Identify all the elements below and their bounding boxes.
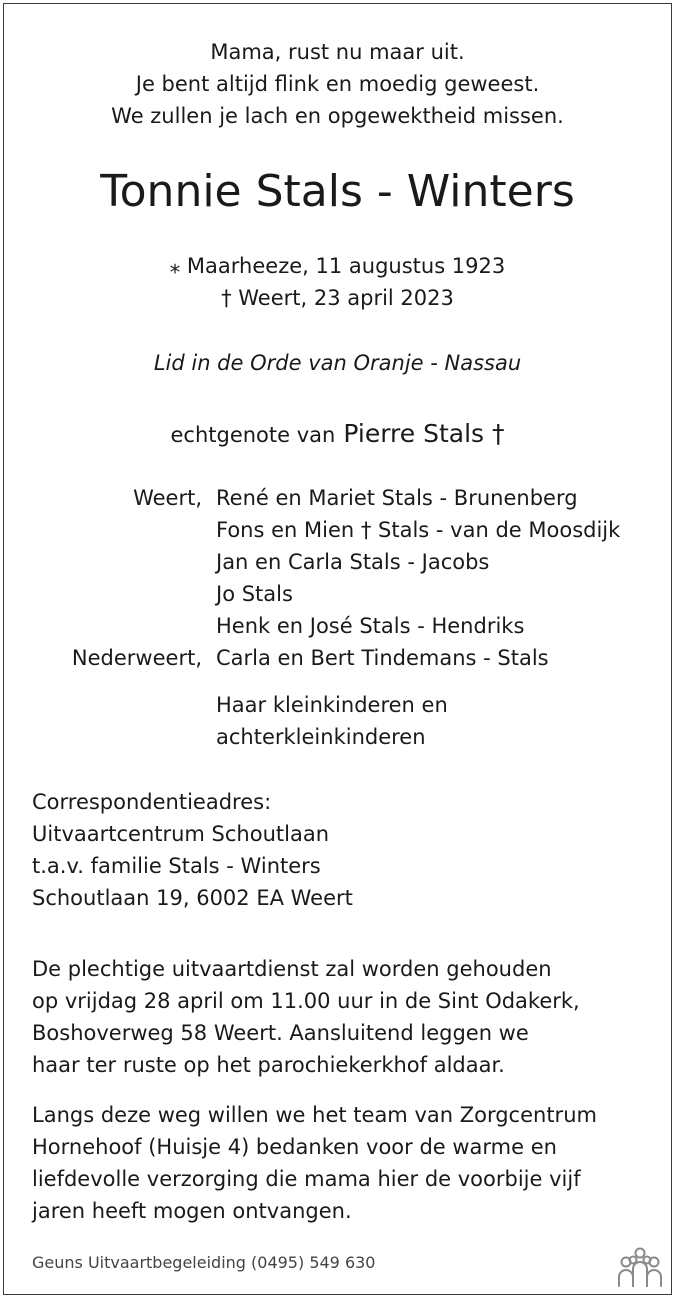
birth-line: ⁎ Maarheeze, 11 augustus 1923 — [169, 254, 506, 278]
relative-names: Carla en Bert Tindemans - Stals — [216, 646, 549, 670]
thanks-line: Hornehoof (Huisje 4) bedanken voor de warme en — [32, 1135, 557, 1159]
deceased-name: Tonnie Stals - Winters — [100, 166, 575, 217]
relative-row — [4, 482, 671, 514]
grandchildren-line: Haar kleinkinderen en — [216, 693, 448, 717]
relative-names: Jo Stals — [216, 582, 293, 606]
service-line: De plechtige uitvaartdienst zal worden gehouden — [32, 957, 552, 981]
address-line: Uitvaartcentrum Schoutlaan — [32, 822, 330, 846]
thanks-line: jaren heeft mogen ontvangen. — [32, 1199, 352, 1223]
relatives-list — [4, 482, 671, 674]
service-line: haar ter ruste op het parochiekerkhof aldaar. — [32, 1053, 505, 1077]
poem-line: Je bent altijd flink en moedig geweest. — [135, 72, 540, 96]
family-people-icon — [616, 1244, 664, 1288]
relative-names: René en Mariet Stals - Brunenberg — [216, 486, 578, 510]
grandchildren-line: achterkleinkinderen — [216, 725, 426, 749]
poem-line: Mama, rust nu maar uit. — [210, 40, 465, 64]
spouse-prefix: echtgenote van — [170, 423, 336, 447]
service-line: op vrijdag 28 april om 11.00 uur in de Sint Odakerk, — [32, 989, 580, 1013]
relative-place: Weert, — [133, 486, 202, 510]
relative-row — [4, 546, 671, 578]
relative-row — [4, 578, 671, 610]
poem-line: We zullen je lach en opgewektheid missen. — [111, 104, 564, 128]
relative-names: Jan en Carla Stals - Jacobs — [216, 550, 490, 574]
funeral-director-footer: Geuns Uitvaartbegeleiding (0495) 549 630 — [32, 1253, 376, 1272]
thanks-text — [32, 1099, 597, 1227]
address-line: Correspondentieadres: — [32, 790, 272, 814]
death-line: † Weert, 23 april 2023 — [221, 286, 454, 310]
relative-row — [4, 514, 671, 546]
life-dates — [4, 250, 671, 314]
relative-names: Fons en Mien † Stals - van de Moosdijk — [216, 518, 621, 542]
thanks-line: Langs deze weg willen we het team van Zorgcentrum — [32, 1103, 597, 1127]
obituary-card — [3, 3, 672, 1295]
grandchildren — [216, 689, 448, 753]
relative-names: Henk en José Stals - Hendriks — [216, 614, 525, 638]
spouse-name: Pierre Stals † — [343, 419, 505, 448]
address-line: t.a.v. familie Stals - Winters — [32, 854, 321, 878]
funeral-service-text — [32, 953, 580, 1081]
relative-row — [4, 610, 671, 642]
spouse-line — [4, 414, 671, 455]
relative-place: Nederweert, — [71, 646, 202, 670]
correspondence-address — [32, 786, 353, 914]
honor-line: Lid in de Orde van Oranje - Nassau — [153, 351, 522, 375]
service-line: Boshoverweg 58 Weert. Aansluitend leggen we — [32, 1021, 529, 1045]
relative-row — [4, 642, 671, 674]
address-line: Schoutlaan 19, 6002 EA Weert — [32, 886, 353, 910]
poem — [4, 36, 671, 132]
thanks-line: liefdevolle verzorging die mama hier de voorbije vijf — [32, 1167, 581, 1191]
